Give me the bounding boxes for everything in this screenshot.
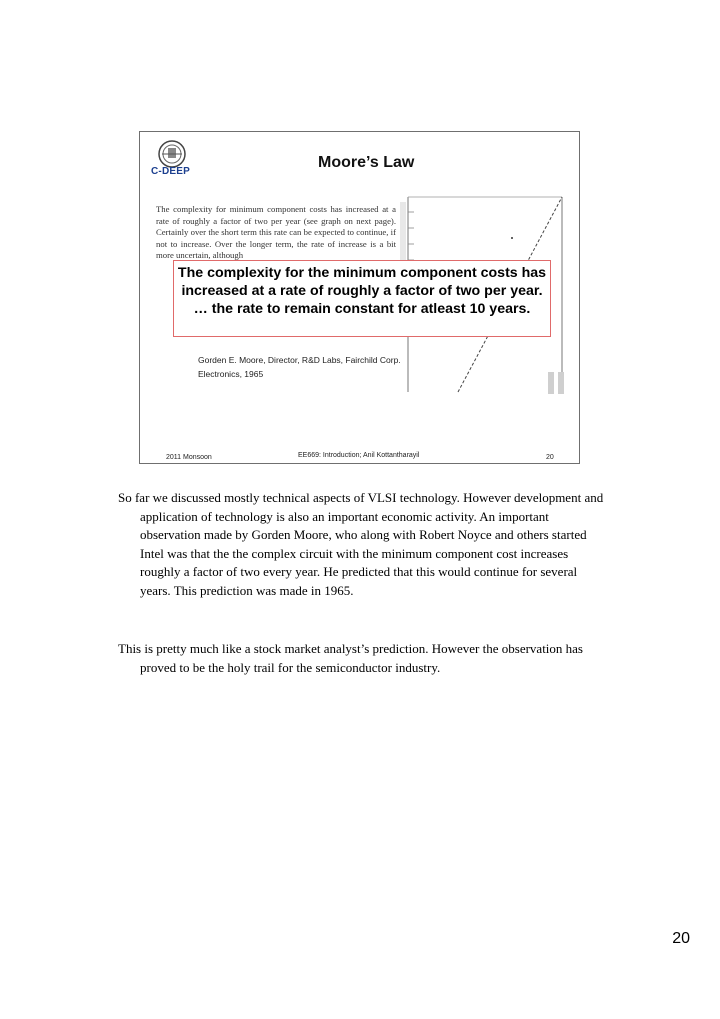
footer-center: EE669: Introduction; Anil Kottantharayil: [298, 452, 420, 459]
footer-left: 2011 Monsoon: [166, 454, 212, 461]
logo-text: C-DEEP: [151, 166, 190, 177]
slide-title: Moore’s Law: [318, 154, 415, 171]
body-paragraph-1: So far we discussed mostly technical aspects of VLSI technology. However development and application of technology is also an important economic activity. An important observation made by Gorden Moore, who along with Robert Noyce and others started Intel was that the the complex circuit with the minimum component cost increases roughly a factor of two every year. He predicted that this would continue for several years. This prediction was made in 1965.: [118, 490, 604, 598]
highlight-quote-box: The complexity for the minimum component costs has increased at a rate of roughly a factor of two per year. … the rate to remain constant for atleast 10 years.: [173, 260, 551, 337]
scanned-excerpt: The complexity for minimum component costs has increased at a rate of roughly a factor of two per year (see graph on next page). Certainly over the short term this rate can be expected to continue, if not to increase. Over the longer term, the rate of increase is a bit more uncertain, although: [156, 204, 396, 261]
body-paragraph-2: This is pretty much like a stock market analyst’s prediction. However the observation has proved to be the holy trail for the semiconductor industry.: [118, 641, 583, 675]
credit-line-2: Electronics, 1965: [198, 369, 264, 379]
slide-image: [139, 131, 580, 464]
credit-line-1: Gorden E. Moore, Director, R&D Labs, Fairchild Corp.: [198, 355, 401, 365]
footer-page: 20: [546, 454, 554, 461]
page-number: 20: [672, 930, 690, 947]
